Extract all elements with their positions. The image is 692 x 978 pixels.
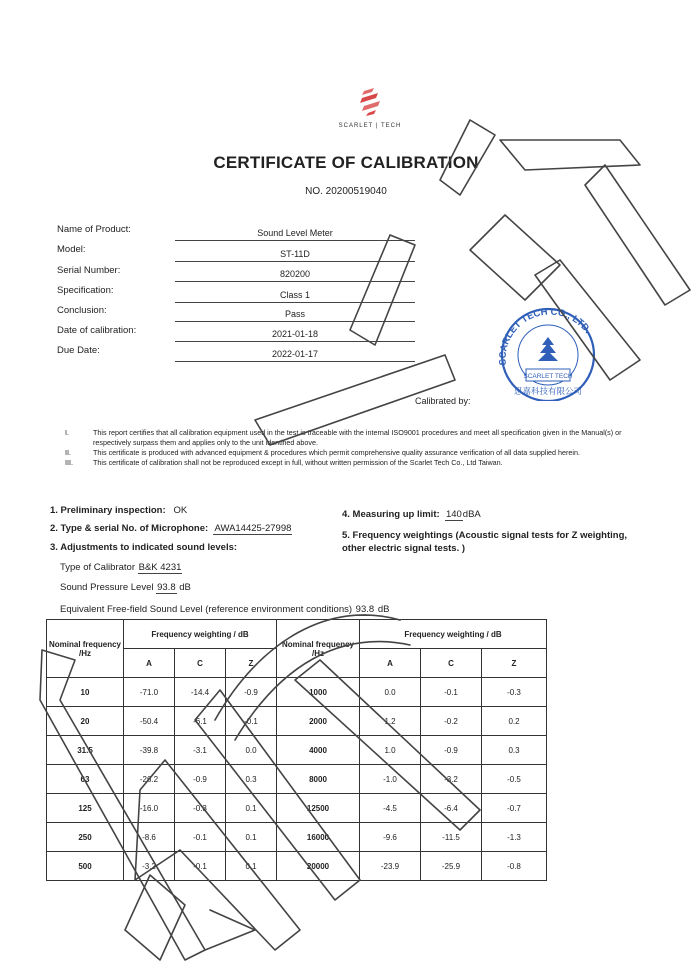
microphone-info: 2. Type & serial No. of Microphone: AWA14425-27998: [50, 523, 292, 534]
a-weight-cell: -8.6: [124, 823, 175, 852]
col-a-right: A: [360, 649, 421, 678]
c-weight-cell: -0.9: [175, 765, 226, 794]
nominal-freq-cell: 500: [47, 852, 124, 881]
z-weight-cell: 0.1: [226, 823, 277, 852]
nominal-freq-cell: 1000: [277, 678, 360, 707]
z-weight-cell: 0.0: [226, 736, 277, 765]
c-weight-cell: -0.1: [175, 823, 226, 852]
col-z-right: Z: [482, 649, 547, 678]
product-label: Name of Product:: [57, 224, 131, 235]
z-weight-cell: 0.2: [482, 707, 547, 736]
calibrated-by-label: Calibrated by:: [415, 396, 471, 406]
c-weight-cell: -0.9: [421, 736, 482, 765]
z-weight-cell: -0.1: [226, 707, 277, 736]
stamp-top-text: SCARLET TECH CO., LTD.: [497, 306, 594, 366]
model-value: ST-11D: [175, 249, 415, 262]
z-weight-cell: 0.3: [482, 736, 547, 765]
c-weight-cell: -0.3: [175, 794, 226, 823]
z-weight-cell: -0.3: [482, 678, 547, 707]
c-weight-cell: -6.1: [175, 707, 226, 736]
measuring-up-limit: 4. Measuring up limit: 140dBA: [342, 509, 481, 520]
c-weight-cell: -0.1: [421, 678, 482, 707]
preliminary-inspection: 1. Preliminary inspection: OK: [50, 505, 188, 516]
c-weight-cell: -14.4: [175, 678, 226, 707]
calibration-date-value: 2021-01-18: [175, 329, 415, 342]
nominal-freq-cell: 31.5: [47, 736, 124, 765]
col-c-right: C: [421, 649, 482, 678]
a-weight-cell: 1.2: [360, 707, 421, 736]
certificate-number: NO. 20200519040: [305, 186, 387, 197]
col-c-left: C: [175, 649, 226, 678]
c-weight-cell: -3.1: [175, 736, 226, 765]
model-label: Model:: [57, 244, 86, 255]
col-a-left: A: [124, 649, 175, 678]
a-weight-cell: -71.0: [124, 678, 175, 707]
nominal-freq-cell: 12500: [277, 794, 360, 823]
logo-wordmark: SCARLET | TECH: [338, 123, 402, 129]
serial-label: Serial Number:: [57, 265, 121, 276]
z-weight-cell: 0.1: [226, 794, 277, 823]
nominal-freq-cell: 4000: [277, 736, 360, 765]
a-weight-cell: -23.9: [360, 852, 421, 881]
note-item: II. This certificate is produced with advanced equipment & procedures which permit comprehensive quality assurance verification of all data supplied herein.: [65, 448, 581, 457]
nominal-freq-cell: 20: [47, 707, 124, 736]
fw-header-left: Frequency weighting / dB: [124, 620, 277, 649]
z-weight-cell: -0.9: [226, 678, 277, 707]
c-weight-cell: -25.9: [421, 852, 482, 881]
nominal-header-right: Nominal frequency /Hz: [277, 620, 360, 678]
frequency-weightings-heading: 5. Frequency weightings (Acoustic signal tests for Z weighting, other electric signal tests. ): [342, 530, 628, 554]
nominal-freq-cell: 2000: [277, 707, 360, 736]
stamp-bottom-text: 思嘉科技有限公司: [513, 387, 583, 397]
conclusion-value: Pass: [175, 309, 415, 322]
c-weight-cell: -0.1: [175, 852, 226, 881]
note-item: III. This certificate of calibration shall not be reproduced except in full, without written permission of the Scarlet Tech Co., Ltd Taiwan.: [65, 458, 503, 467]
nominal-freq-cell: 8000: [277, 765, 360, 794]
nominal-freq-cell: 10: [47, 678, 124, 707]
a-weight-cell: 1.0: [360, 736, 421, 765]
spec-value: Class 1: [175, 290, 415, 303]
a-weight-cell: -9.6: [360, 823, 421, 852]
a-weight-cell: -26.2: [124, 765, 175, 794]
col-z-left: Z: [226, 649, 277, 678]
due-date-label: Due Date:: [57, 345, 100, 356]
nominal-freq-cell: 16000: [277, 823, 360, 852]
a-weight-cell: 0.0: [360, 678, 421, 707]
stamp-center-text: SCARLET TECH: [523, 373, 573, 380]
sound-pressure-level: Sound Pressure Level 93.8 dB: [60, 582, 191, 593]
z-weight-cell: -0.8: [482, 852, 547, 881]
document-title: CERTIFICATE OF CALIBRATION: [213, 153, 479, 172]
adjustments-heading: 3. Adjustments to indicated sound levels:: [50, 542, 238, 553]
free-field-sound-level: Equivalent Free-field Sound Level (reference environment conditions) 93.8 dB: [60, 604, 390, 615]
serial-value: 820200: [175, 269, 415, 282]
nominal-freq-cell: 250: [47, 823, 124, 852]
calibrator-type: Type of Calibrator B&K 4231: [60, 562, 182, 573]
a-weight-cell: -39.8: [124, 736, 175, 765]
nominal-header-left: Nominal frequency /Hz: [47, 620, 124, 678]
c-weight-cell: -6.4: [421, 794, 482, 823]
calibration-date-label: Date of calibration:: [57, 325, 137, 336]
z-weight-cell: 0.3: [226, 765, 277, 794]
z-weight-cell: -1.3: [482, 823, 547, 852]
a-weight-cell: -4.5: [360, 794, 421, 823]
nominal-freq-cell: 63: [47, 765, 124, 794]
c-weight-cell: -0.2: [421, 707, 482, 736]
z-weight-cell: 0.1: [226, 852, 277, 881]
a-weight-cell: -16.0: [124, 794, 175, 823]
a-weight-cell: -1.0: [360, 765, 421, 794]
conclusion-label: Conclusion:: [57, 305, 107, 316]
note-item: I. This report certifies that all calibration equipment used in the test is traceable with the internal ISO9001 procedures and meet all specification given in the Manual(s) or respectively surpass them and applies only to the unit identified above.: [65, 428, 622, 447]
nominal-freq-cell: 20000: [277, 852, 360, 881]
fw-header-right: Frequency weighting / dB: [360, 620, 547, 649]
a-weight-cell: -50.4: [124, 707, 175, 736]
z-weight-cell: -0.5: [482, 765, 547, 794]
z-weight-cell: -0.7: [482, 794, 547, 823]
spec-label: Specification:: [57, 285, 114, 296]
product-value: Sound Level Meter: [175, 228, 415, 241]
c-weight-cell: -3.2: [421, 765, 482, 794]
c-weight-cell: -11.5: [421, 823, 482, 852]
nominal-freq-cell: 125: [47, 794, 124, 823]
a-weight-cell: -3.2: [124, 852, 175, 881]
due-date-value: 2022-01-17: [175, 349, 415, 362]
